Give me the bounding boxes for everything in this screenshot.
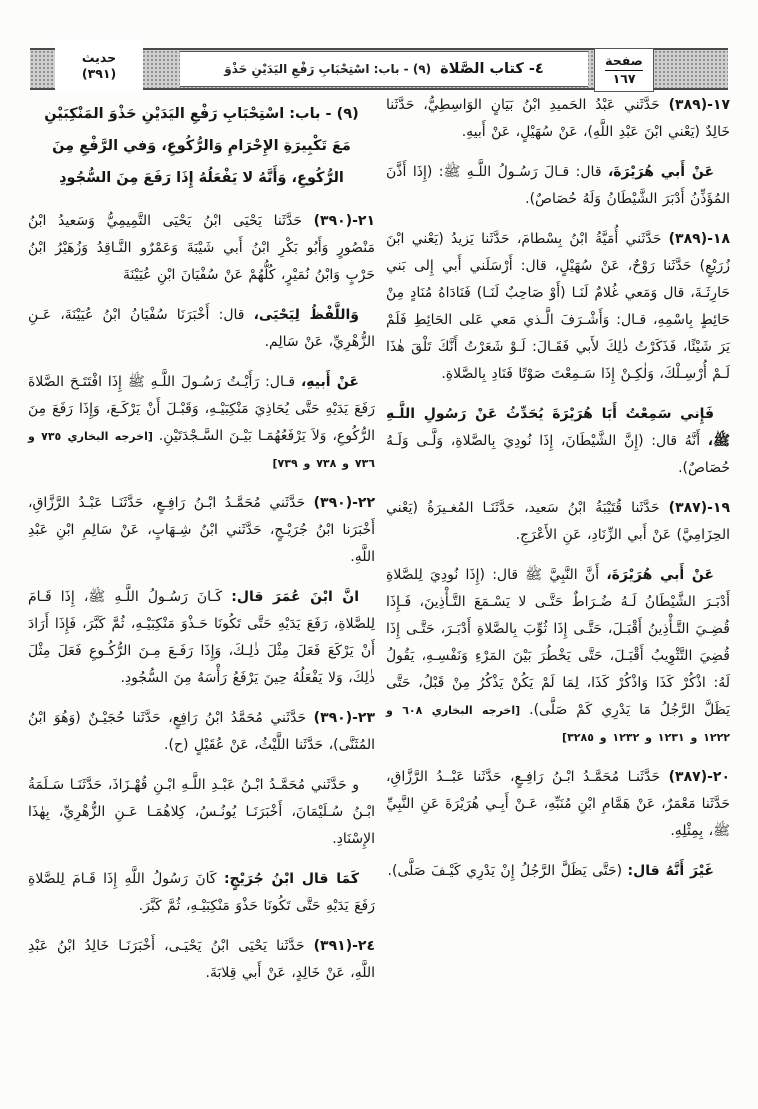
- hadith-paragraph: [28, 490, 375, 571]
- hadith-paragraph: [386, 159, 730, 213]
- narrator-lead: عَنْ أَبيهِ،: [300, 374, 359, 390]
- hadith-paragraph: [28, 208, 375, 289]
- narrator-lead: عَنْ أَبي هُرَيْرَةَ،: [607, 164, 715, 180]
- hadith-number: ٢٢-(٣٩٠): [313, 495, 375, 511]
- page-box-label: صفحة: [605, 53, 643, 71]
- hadith-paragraph: [386, 92, 730, 146]
- paragraph-text: حَدَّثَنا يَحْيَى ابْنُ يَحْيَى التَّمِيمِيُّ وَسَعيدُ ابْنُ مَنْصُورٍ وَأَبُو بَكْرِ ابْنُ أَبي شَيْبَةَ وَعَمْرٌو النَّـاقِدُ وَزُهَيْرُ ابْنُ حَرْبٍ وَابْنُ نُمَيْرٍ، كُلُّهُمْ عَنْ سُفْيَانَ ابْنِ عُيَيْنَةَ: [28, 213, 375, 283]
- paragraph-text: حَدَّثَنا يَحْيَى ابْنُ يَحْيَـى، أَخْبَرَنَـا خَالِدُ ابْنُ عَبْدِ اللَّهِ، عَنْ خَالِدٍ، عَنْ أَبي قِلابَةَ.: [28, 938, 375, 981]
- bab-title-header: (٩) - باب: اسْتِحْبَابِ رَفْعِ اليَدَيْنِ حَذْوَ: [224, 61, 432, 76]
- hadith-number: ٢٠-(٣٨٧): [668, 769, 730, 785]
- hadith-paragraph: [28, 302, 375, 356]
- hadith-paragraph: [386, 562, 730, 751]
- narrator-lead: انَّ ابْنَ عُمَرَ قال:: [231, 589, 359, 605]
- book-title: ٤- كتاب الصَّلاة: [440, 60, 544, 77]
- paragraph-text: حَدَّثَني عَبْدُ الحَميدِ ابْنُ بَيَانٍ الوَاسِطِيُّ، حَدَّثَنا خَالِدٌ (يَعْني ابْنَ عَبْدِ اللَّهِ)، عَنْ سُهَيْلٍ، عَنْ أَبيهِ.: [386, 97, 730, 140]
- narrator-lead: كَمَا قال ابْنُ جُرَيْجٍ:: [223, 871, 359, 887]
- paragraph-text: حَدَّثَني مُحَمَّدُ ابْنُ رَافِعٍ، حَدَّثَنا حُجَيْـنٌ (وَهُوَ ابْنُ المُثَنَّى)، حَدَّثَنا اللَّيْثُ، عَنْ عُقَيْلٍ (ح).: [28, 710, 375, 753]
- hadith-paragraph: [386, 401, 730, 482]
- hadith-paragraph: [28, 866, 375, 920]
- paragraph-text: أَنَّ النَّبِيَّ ﷺ قال: (إِذَا نُودِيَ لِلصَّلاةِ أَدْبَـرَ الشَّيْطَانُ لَـهُ ضُـرَاطٌ حَتَّـى لا يَسْـمَعَ التَّـأْذِينَ، فَـإِذَا قُضِـيَ التَّـأْذِينُ أَقْبَـلَ، حَتَّـى إِذَا ثُوِّبَ بِالصَّلاةِ أَدْبَـرَ، حَتَّـى إِذَا قُضِيَ التَّثْوِيبُ أَقْبَـلَ، حَتَّى يَخْطُرَ بَيْنَ المَرْءِ وَنَفْسِـهِ، يَقُولُ لَهُ: اذْكُرْ كَذَا وَاذْكُرْ كَذَا، لِمَا لَمْ يَكُنْ يَذْكُرُ مِنْ قَبْلُ، حَتَّى يَظَلَّ الرَّجُلُ مَا يَدْرِي كَمْ صَلَّى).: [386, 567, 731, 718]
- hadith-paragraph: [386, 226, 730, 388]
- narrator-lead: عَنْ أَبي هُرَيْرَةَ،: [606, 567, 714, 583]
- hadith-paragraph: [28, 772, 375, 853]
- page-box-number: ١٦٧: [612, 71, 636, 86]
- page-header-bar: [30, 48, 728, 90]
- paragraph-text: (حَتَّى يَظَلَّ الرَّجُلُ إِنْ يَدْرِي كَيْـفَ صَلَّى).: [387, 863, 623, 879]
- hadith-paragraph: [28, 584, 375, 692]
- right-column: [386, 92, 730, 898]
- takhrij-reference: [اخرجه البخاري ٦٠٨ و ١٢٢٢ و ١٢٣١ و ١٢٣٢ و ٣٢٨٥]: [386, 704, 730, 744]
- hadith-number: ١٩-(٣٨٧): [668, 500, 731, 516]
- hadith-number: ٢١-(٣٩٠): [313, 213, 375, 229]
- page-number-box: [594, 48, 654, 92]
- paragraph-text: حَدَّثَني مُحَمَّـدُ ابْـنُ رَافِـعٍ، حَدَّثَنَـا عَبْـدُ الرَّزَّاقِ، أَخْبَرَنا ابْنُ جُرَيْـجٍ، حَدَّثَني ابْنُ شِـهَابٍ، عَنْ سَالِمِ ابْنِ عَبْدِ اللَّهِ.: [28, 495, 375, 565]
- paragraph-text: حَدَّثَنـا مُحَمَّـدُ ابْـنُ رَافِـعٍ، حَدَّثَنا عَبْــدُ الرَّزَّاقِ، حَدَّثَنا مَعْمَرٌ، عَنْ هَمَّامِ ابْنِ مُنَبِّهِ، عَـنْ أَبِـي هُرَيْرَةَ عَنِ النَّبِيِّ ﷺ، بِمِثْلِهِ.: [386, 769, 730, 839]
- narrator-lead: غَيْرَ أَنَّهُ قال:: [627, 863, 714, 879]
- hadith-number: ١٨-(٣٨٩): [668, 231, 730, 247]
- hadith-number-box: [55, 40, 143, 92]
- bab-heading: (٩) - باب: اسْتِحْبَابِ رَفْعِ اليَدَيْنِ حَذْوَ المَنْكِبَيْنِ مَعَ تَكْبِيرَةِ الإِحْرَامِ وَالرُّكُوعِ، وَفي الرَّفْعِ مِنَ الرُّكُوعِ، وَأَنَّهُ لا يَفْعَلُهُ إِذَا رَفَعَ مِنَ السُّجُودِ: [44, 106, 359, 186]
- paragraph-text: و حَدَّثَني مُحَمَّـدُ ابْـنُ عَبْـدِ اللَّـهِ ابْـنِ قُهْـزَاذَ، حَدَّثَنَـا سَـلَمَةُ ابْـنُ سُـلَيْمَانَ، أَخْبَرَنَـا يُونُـسُ، كِلاهُمَـا عَـنِ الزُّهْرِيِّ، بِهٰذَا الإِسْنَادِ.: [28, 777, 375, 847]
- paragraph-text: كَانَ رَسُولُ اللَّهِ إِذَا قَـامَ لِلصَّلاةِ رَفَعَ يَدَيْهِ حَتَّى تَكُونَا حَذْوَ مَنْكِبَيْـهِ، ثُمَّ كَبَّرَ.: [28, 871, 375, 914]
- narrator-lead: وَاللَّفْظُ لِيَحْيَى،: [253, 307, 359, 323]
- left-column: [28, 94, 375, 1000]
- hadith-paragraph: [28, 705, 375, 759]
- hadith-paragraph: [386, 858, 730, 885]
- hadith-number: ٢٣-(٣٩٠): [313, 710, 376, 726]
- paragraph-text: كَـانَ رَسُـولُ اللَّـهِ ﷺ، إِذَا قَـامَ لِلصَّلاةِ، رَفَعَ يَدَيْهِ حَتَّى تَكُونَا حَـذْوَ مَنْكِبَيْـهِ، ثُمَّ كَبَّرَ، فَإِذَا أَرَادَ أَنْ يَرْكَعَ فَعَلَ مِثْلَ ذٰلِـكَ، وَإِذَا رَفَـعَ مِـنَ الرُّكُـوعِ فَعَلَ مِثْلَ ذٰلِكَ، وَلا يَفْعَلُهُ حِينَ يَرْفَعُ رَأْسَهُ مِنَ السُّجُودِ.: [28, 589, 375, 686]
- paragraph-text: قـال: رَأَيْـتُ رَسُـولَ اللَّـهِ ﷺ إِذَا افْتَتَـحَ الصَّلاةَ رَفَعَ يَدَيْهِ حَتَّى يُحَاذِيَ مَنْكِبَيْـهِ، وَقَبْـلَ أَنْ يَرْكَـعَ، وَإِذَا رَفَعَ مِنَ الرُّكُوعِ، وَلاَ يَرْفَعُهُمَـا بَيْـنَ السَّـجْدَتَيْنِ.: [28, 374, 375, 444]
- hadith-number: ١٧-(٣٨٩): [668, 97, 730, 113]
- paragraph-text: أَنَّهُ قال: (إِنَّ الشَّيْطَانَ، إِذَا نُودِيَ بِالصَّلاةِ، وَلَّـى وَلَـهُ حُصَاصٌ).: [386, 433, 730, 476]
- takhrij-reference: [اخرجه البخاري ٧٣٥ و ٧٣٦ و ٧٣٨ و ٧٣٩]: [28, 430, 375, 470]
- hadith-paragraph: [386, 495, 730, 549]
- chapter-title-box: [180, 51, 588, 87]
- paragraph-text: قال: قـالَ رَسُـولُ اللَّـهِ ﷺ: (إِذَا أَذَّنَ المُؤَذِّنُ أَدْبَرَ الشَّيْطَانُ وَلَهُ حُصَاصٌ).: [386, 164, 730, 207]
- paragraph-text: حَدَّثَنا قُتَيْبَةُ ابْنُ سَعيد، حَدَّثَنَـا المُغـيرَةُ (يَعْني الحِزَامِيَّ) عَنْ أَبي الزِّنَادِ، عَنِ الأَعْرَجِ.: [386, 500, 730, 543]
- hadith-box-label: حديث: [81, 50, 117, 66]
- hadith-number: ٢٤-(٣٩١): [313, 938, 375, 954]
- narrator-lead: فَإِني سَمِعْتُ أَبَا هُرَيْرَةَ يُحَدِّثُ عَنْ رَسُولِ اللَّـهِ ﷺ،: [386, 406, 730, 449]
- hadith-paragraph: [28, 369, 375, 477]
- hadith-paragraph: [28, 933, 375, 987]
- hadith-box-number: (٣٩١): [81, 66, 117, 81]
- hadith-paragraph: [386, 764, 730, 845]
- paragraph-text: حَدَّثَني أُمَيَّةُ ابْنُ بِسْطامَ، حَدَّثَنا يَزيدُ (يَعْني ابْنَ زُرَيْعٍ) حَدَّثَنا رَوْحٌ، عَنْ سُهَيْلٍ، قال: أَرْسَلَني أَبي إِلى بَني حَارِثَـةَ، قال وَمَعي غُلامٌ لَنَـا (أَوْ صَاحِبٌ لَنَـا) فَنَادَاهُ مُنَادٍ مِنْ حَائِطٍ بِاسْمِهِ، قـال: وَأَشْـرَفَ الَّـذي مَعي عَلى الحَائِطِ فَلَمْ يَرَ شَيْئًا، فَذَكَرْتُ ذٰلِكَ لأَبي فَقَـالَ: لَـوْ شَعَرْتُ أَنَّكَ تَلْقَ هٰذَا لَـمْ أُرْسِـلْكَ، وَلٰكِـنْ إِذَا سَـمِعْتَ صَوْتًا فَنَادِ بِالصَّلاةِ.: [386, 231, 730, 382]
- paragraph-text: قال: أَخْبَرَنَا سُفْيَانُ ابْنُ عُيَيْنَةَ، عَـنِ الزُّهْرِيِّ، عَنْ سَالِم.: [28, 307, 375, 350]
